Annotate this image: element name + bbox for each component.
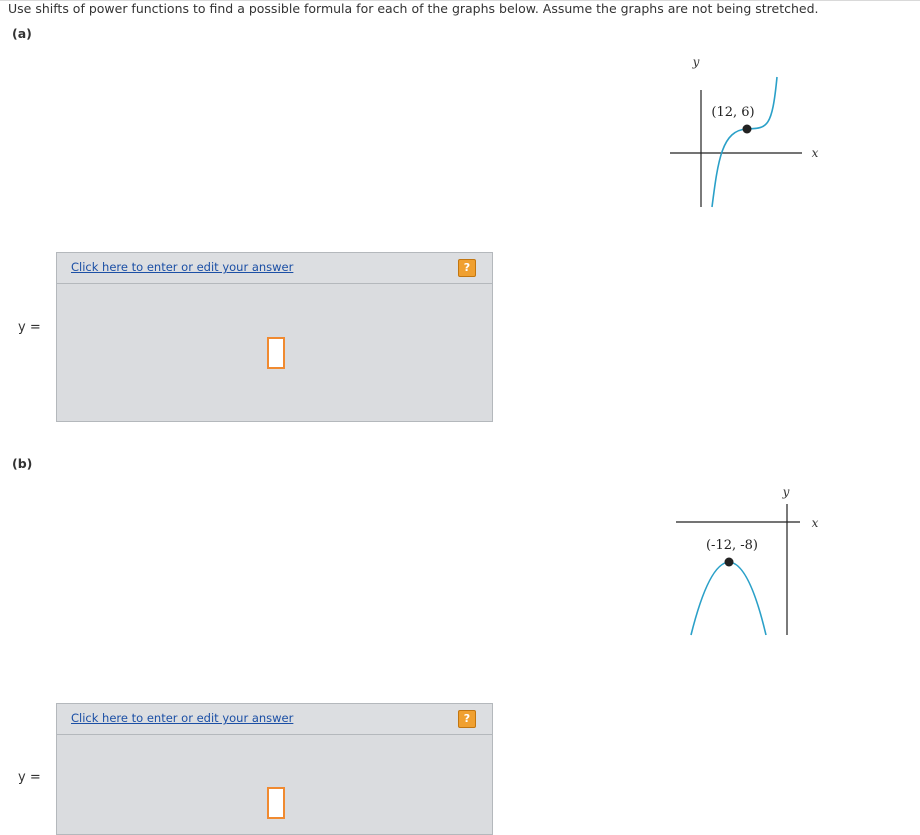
part-a-label: (a) (12, 26, 32, 41)
answer-box-a (56, 252, 493, 422)
answer-header-b (57, 704, 492, 735)
graph-b-point (725, 558, 734, 567)
y-equals-label-b: y = (18, 770, 41, 785)
instructions-text: Use shifts of power functions to find a possible formula for each of the graphs below. Assume the graphs are not being stretched. (8, 1, 819, 16)
edit-answer-link-b[interactable]: Click here to enter or edit your answer (71, 711, 294, 725)
graph-b-curve (691, 562, 766, 635)
y-equals-label-a: y = (18, 320, 41, 335)
graph-b-y-axis-label: y (782, 485, 790, 499)
answer-input-placeholder-b[interactable] (267, 787, 285, 819)
answer-input-placeholder-a[interactable] (267, 337, 285, 369)
graph-a-curve (712, 77, 777, 207)
part-b-label: (b) (12, 456, 33, 471)
graph-b (660, 480, 840, 640)
graph-a-x-axis-label: x (811, 146, 819, 160)
graph-a-point (743, 125, 752, 134)
help-button-b[interactable]: ? (458, 710, 476, 728)
graph-b-x-axis-label: x (811, 516, 819, 530)
answer-header-a (57, 253, 492, 284)
answer-box-b (56, 703, 493, 835)
graph-b-point-label: (-12, -8) (705, 538, 759, 553)
help-button-a[interactable]: ? (458, 259, 476, 277)
graph-a-point-label: (12, 6) (711, 105, 755, 120)
graph-a-y-axis-label: y (692, 55, 700, 69)
edit-answer-link-a[interactable]: Click here to enter or edit your answer (71, 260, 294, 274)
graph-a (660, 50, 840, 215)
